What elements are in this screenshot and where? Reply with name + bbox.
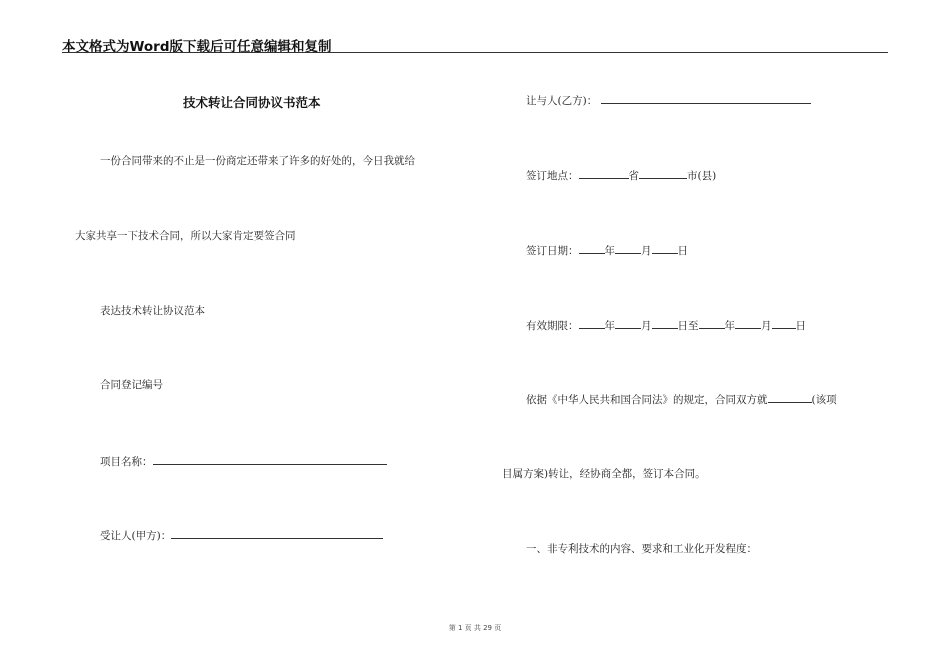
assignor-blank [601,93,811,104]
basis-line-2: 目属方案)转让，经协商全都，签订本合同。 [502,468,706,480]
registration-number-label: 合同登记编号 [100,379,163,391]
assignee-label: 受让人(甲方)： [100,530,172,542]
document-title: 技术转让合同协议书范本 [183,95,321,110]
project-name-blank [153,454,387,465]
validity-month-word: 月 [641,320,652,332]
date-day-word: 日 [677,245,688,257]
assignee-line [100,528,383,543]
city-blank [639,168,687,179]
intro-line-1: 一份合同带来的不止是一份商定还带来了许多的好处的，今日我就给 [100,155,415,167]
province-word: 省 [628,170,639,182]
signing-place-label: 签订地点： [526,170,579,182]
subject-line: 表达技术转让协议范本 [100,305,205,317]
validity-end-year-word: 年 [724,320,735,332]
validity-day-blank [652,318,678,329]
validity-end-day-blank [772,318,796,329]
validity-end-month-word: 月 [761,320,772,332]
project-name-line [100,454,387,469]
header-rule [62,52,888,53]
assignor-line [526,93,811,108]
date-day-blank [652,243,678,254]
validity-line [526,318,806,333]
validity-year-blank [579,318,605,329]
assignee-blank [171,528,383,539]
header-banner: 本文格式为Word版下载后可任意编辑和复制 [62,39,332,55]
signing-date-label: 签订日期： [526,245,579,257]
validity-year-word: 年 [604,320,615,332]
signing-date-line [526,243,688,258]
date-year-word: 年 [604,245,615,257]
validity-end-month-blank [735,318,761,329]
validity-month-blank [615,318,641,329]
basis-text-1b: (该项 [811,394,837,406]
section-1-heading: 一、非专利技术的内容、要求和工业化开发程度： [526,543,757,555]
basis-line-1 [526,392,837,407]
intro-line-2: 大家共享一下技术合同，所以大家肯定要签合同 [75,230,296,242]
signing-place-line [526,168,716,183]
assignor-label: 让与人(乙方)： [526,95,598,107]
date-month-word: 月 [641,245,652,257]
date-month-blank [615,243,641,254]
basis-text-1: 依据《中华人民共和国合同法》的规定，合同双方就 [526,394,768,406]
city-word: 市(县) [687,170,717,182]
validity-to-word: 日至 [677,320,699,332]
page-footer: 第 1 页 共 29 页 [448,624,502,632]
province-blank [579,168,629,179]
validity-label: 有效期限： [526,320,579,332]
validity-end-day-word: 日 [795,320,806,332]
basis-blank [768,392,812,403]
project-name-label: 项目名称： [100,456,153,468]
date-year-blank [579,243,605,254]
validity-end-year-blank [699,318,725,329]
